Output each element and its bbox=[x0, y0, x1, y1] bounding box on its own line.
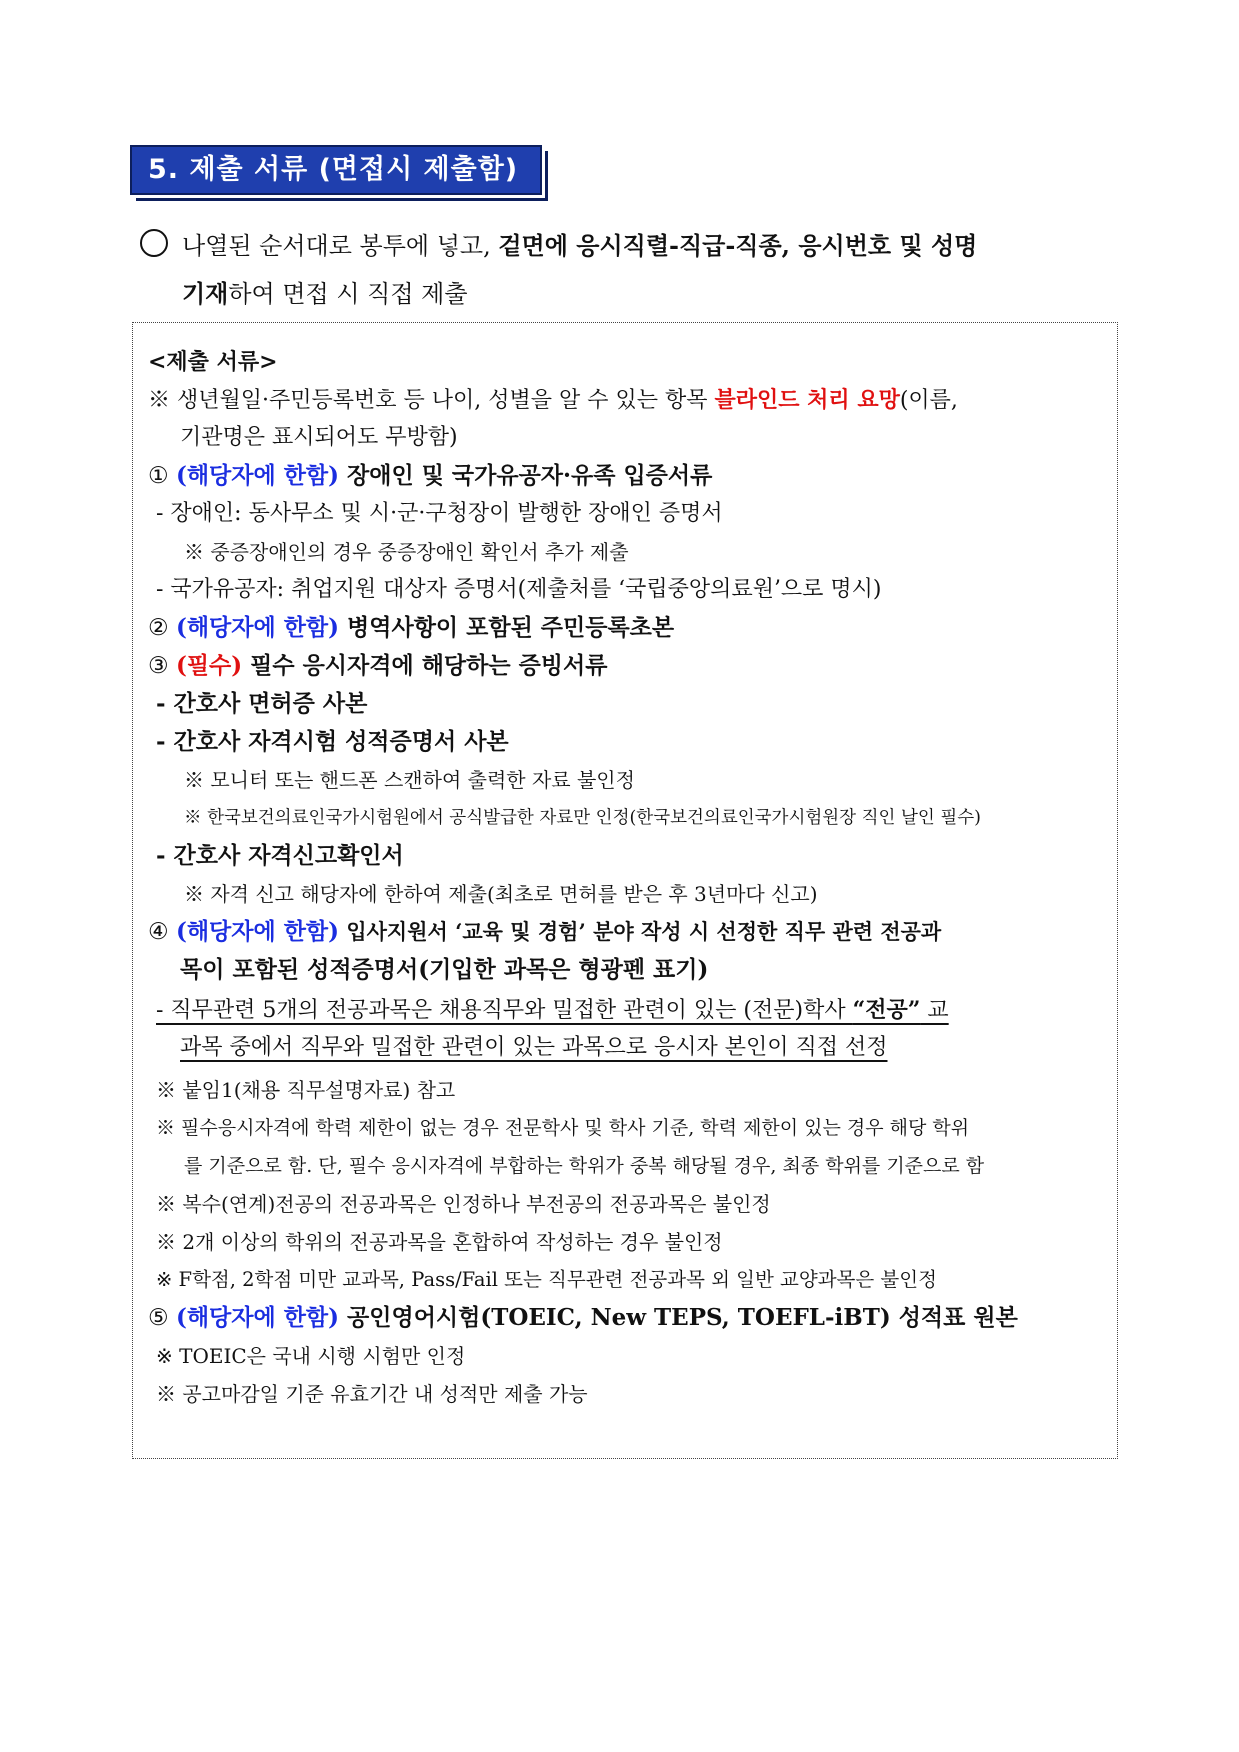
item-3-sub-2-text: - 간호사 자격시험 성적증명서 사본 bbox=[156, 728, 509, 755]
blind-note-text-b: (이름, bbox=[899, 388, 958, 413]
item-3 bbox=[148, 647, 1108, 685]
item-4-tag: (해당자에 한함) bbox=[175, 918, 340, 945]
blind-note-red: 블라인드 처리 요망 bbox=[714, 387, 900, 413]
item-5-tag: (해당자에 한함) bbox=[175, 1304, 340, 1331]
box-title-text: <제출 서류> bbox=[148, 349, 278, 375]
item-4-sub-1-b: “전공” bbox=[852, 997, 921, 1023]
item-2-num: ② bbox=[148, 615, 169, 641]
item-1-num: ① bbox=[148, 463, 169, 489]
note-e: ※ F학점, 2학점 미만 교과목, Pass/Fail 또는 직무관련 전공과목 외 일반 교양과목은 불인정 bbox=[156, 1268, 937, 1291]
item-3-tag: (필수) bbox=[175, 652, 243, 679]
item-3-text: 필수 응시자격에 해당하는 증빙서류 bbox=[242, 652, 608, 679]
note-b-1: ※ 필수응시자격에 학력 제한이 없는 경우 전문학사 및 학사 기준, 학력 제한이 있는 경우 해당 학위 bbox=[156, 1117, 970, 1139]
intro-line-2 bbox=[140, 270, 1120, 318]
section-heading bbox=[130, 145, 542, 195]
item-3-sub-3 bbox=[148, 837, 1108, 875]
blind-note-text: ※ 생년월일·주민등록번호 등 나이, 성별을 알 수 있는 항목 bbox=[148, 388, 715, 413]
item-3-sub-2 bbox=[148, 723, 1108, 761]
blind-note-cont bbox=[148, 419, 1108, 457]
item-1-text: 장애인 및 국가유공자·유족 입증서류 bbox=[339, 462, 713, 489]
intro-bold-2: 기재 bbox=[182, 279, 229, 308]
item-3-num: ③ bbox=[148, 653, 169, 679]
item-4-sub-1 bbox=[148, 991, 1108, 1029]
item-5 bbox=[148, 1299, 1108, 1337]
note-d: ※ 2개 이상의 학위의 전공과목을 혼합하여 작성하는 경우 불인정 bbox=[156, 1230, 723, 1254]
blind-note-text-c: 기관명은 표시되어도 무방함) bbox=[180, 425, 458, 450]
item-4-cont-text: 목이 포함된 성적증명서(기입한 과목은 형광펜 표기) bbox=[180, 956, 709, 983]
intro-line-1 bbox=[140, 222, 1120, 270]
item-4 bbox=[148, 913, 1108, 951]
intro-paragraph bbox=[140, 222, 1120, 318]
item-4-num: ④ bbox=[148, 919, 169, 945]
item-3-note-1: ※ 모니터 또는 핸드폰 스캔하여 출력한 자료 불인정 bbox=[184, 768, 635, 792]
item-4-sub-1-c: 교 bbox=[920, 998, 949, 1023]
item-4-text: 입사지원서 ‘교육 및 경험’ 분야 작성 시 선정한 직무 관련 전공과 bbox=[339, 919, 942, 944]
box-title bbox=[148, 343, 1108, 381]
intro-text-2: 하여 면접 시 직접 제출 bbox=[228, 280, 468, 308]
item-5-note-1: ※ TOEIC은 국내 시행 시험만 인정 bbox=[156, 1344, 466, 1368]
intro-bold: 겉면에 응시직렬-직급-직종, 응시번호 및 성명 bbox=[498, 231, 978, 260]
section-heading-label: 5. 제출 서류 (면접시 제출함) bbox=[130, 145, 542, 195]
item-3-note-3: ※ 자격 신고 해당자에 한하여 제출(최초로 면허를 받은 후 3년마다 신고) bbox=[184, 882, 818, 906]
note-c: ※ 복수(연계)전공의 전공과목은 인정하나 부전공의 전공과목은 불인정 bbox=[156, 1192, 771, 1216]
note-b-2: 를 기준으로 함. 단, 필수 응시자격에 부합하는 학위가 중복 해당될 경우, 최종 학위를 기준으로 함 bbox=[184, 1155, 985, 1177]
item-1-note: ※ 중증장애인의 경우 중증장애인 확인서 추가 제출 bbox=[184, 540, 629, 564]
item-5-text: 공인영어시험(TOEIC, New TEPS, TOEFL-iBT) 성적표 원본 bbox=[339, 1304, 1018, 1331]
item-3-sub-1 bbox=[148, 685, 1108, 723]
intro-text: 나열된 순서대로 봉투에 넣고, bbox=[182, 232, 499, 260]
item-2-text: 병역사항이 포함된 주민등록초본 bbox=[339, 614, 675, 641]
item-1 bbox=[148, 457, 1108, 495]
item-4-sub-1-cont: 과목 중에서 직무와 밀접한 관련이 있는 과목으로 응시자 본인이 직접 선정 bbox=[180, 1035, 888, 1060]
item-3-note-2: ※ 한국보건의료인국가시험원에서 공식발급한 자료만 인정(한국보건의료인국가시험원장 직인 날인 필수) bbox=[184, 808, 982, 828]
item-2-tag: (해당자에 한함) bbox=[175, 614, 340, 641]
circle-bullet-icon bbox=[140, 229, 168, 257]
documents-content bbox=[148, 343, 1108, 1413]
item-5-note-2: ※ 공고마감일 기준 유효기간 내 성적만 제출 가능 bbox=[156, 1382, 588, 1406]
item-1-sub-2: - 국가유공자: 취업지원 대상자 증명서(제출처를 ‘국립중앙의료원’으로 명시) bbox=[156, 577, 882, 602]
item-3-sub-3-text: - 간호사 자격신고확인서 bbox=[156, 842, 404, 869]
item-2 bbox=[148, 609, 1108, 647]
item-1-tag: (해당자에 한함) bbox=[175, 462, 340, 489]
item-3-sub-1-text: - 간호사 면허증 사본 bbox=[156, 690, 368, 717]
item-1-sub-1: - 장애인: 동사무소 및 시·군·구청장이 발행한 장애인 증명서 bbox=[156, 501, 723, 526]
blind-note bbox=[148, 381, 1108, 419]
item-4-cont bbox=[148, 951, 1108, 989]
item-4-sub-1-a: - 직무관련 5개의 전공과목은 채용직무와 밀접한 관련이 있는 (전문)학사 bbox=[156, 998, 853, 1023]
item-5-num: ⑤ bbox=[148, 1305, 169, 1331]
note-a: ※ 붙임1(채용 직무설명자료) 참고 bbox=[156, 1078, 456, 1102]
